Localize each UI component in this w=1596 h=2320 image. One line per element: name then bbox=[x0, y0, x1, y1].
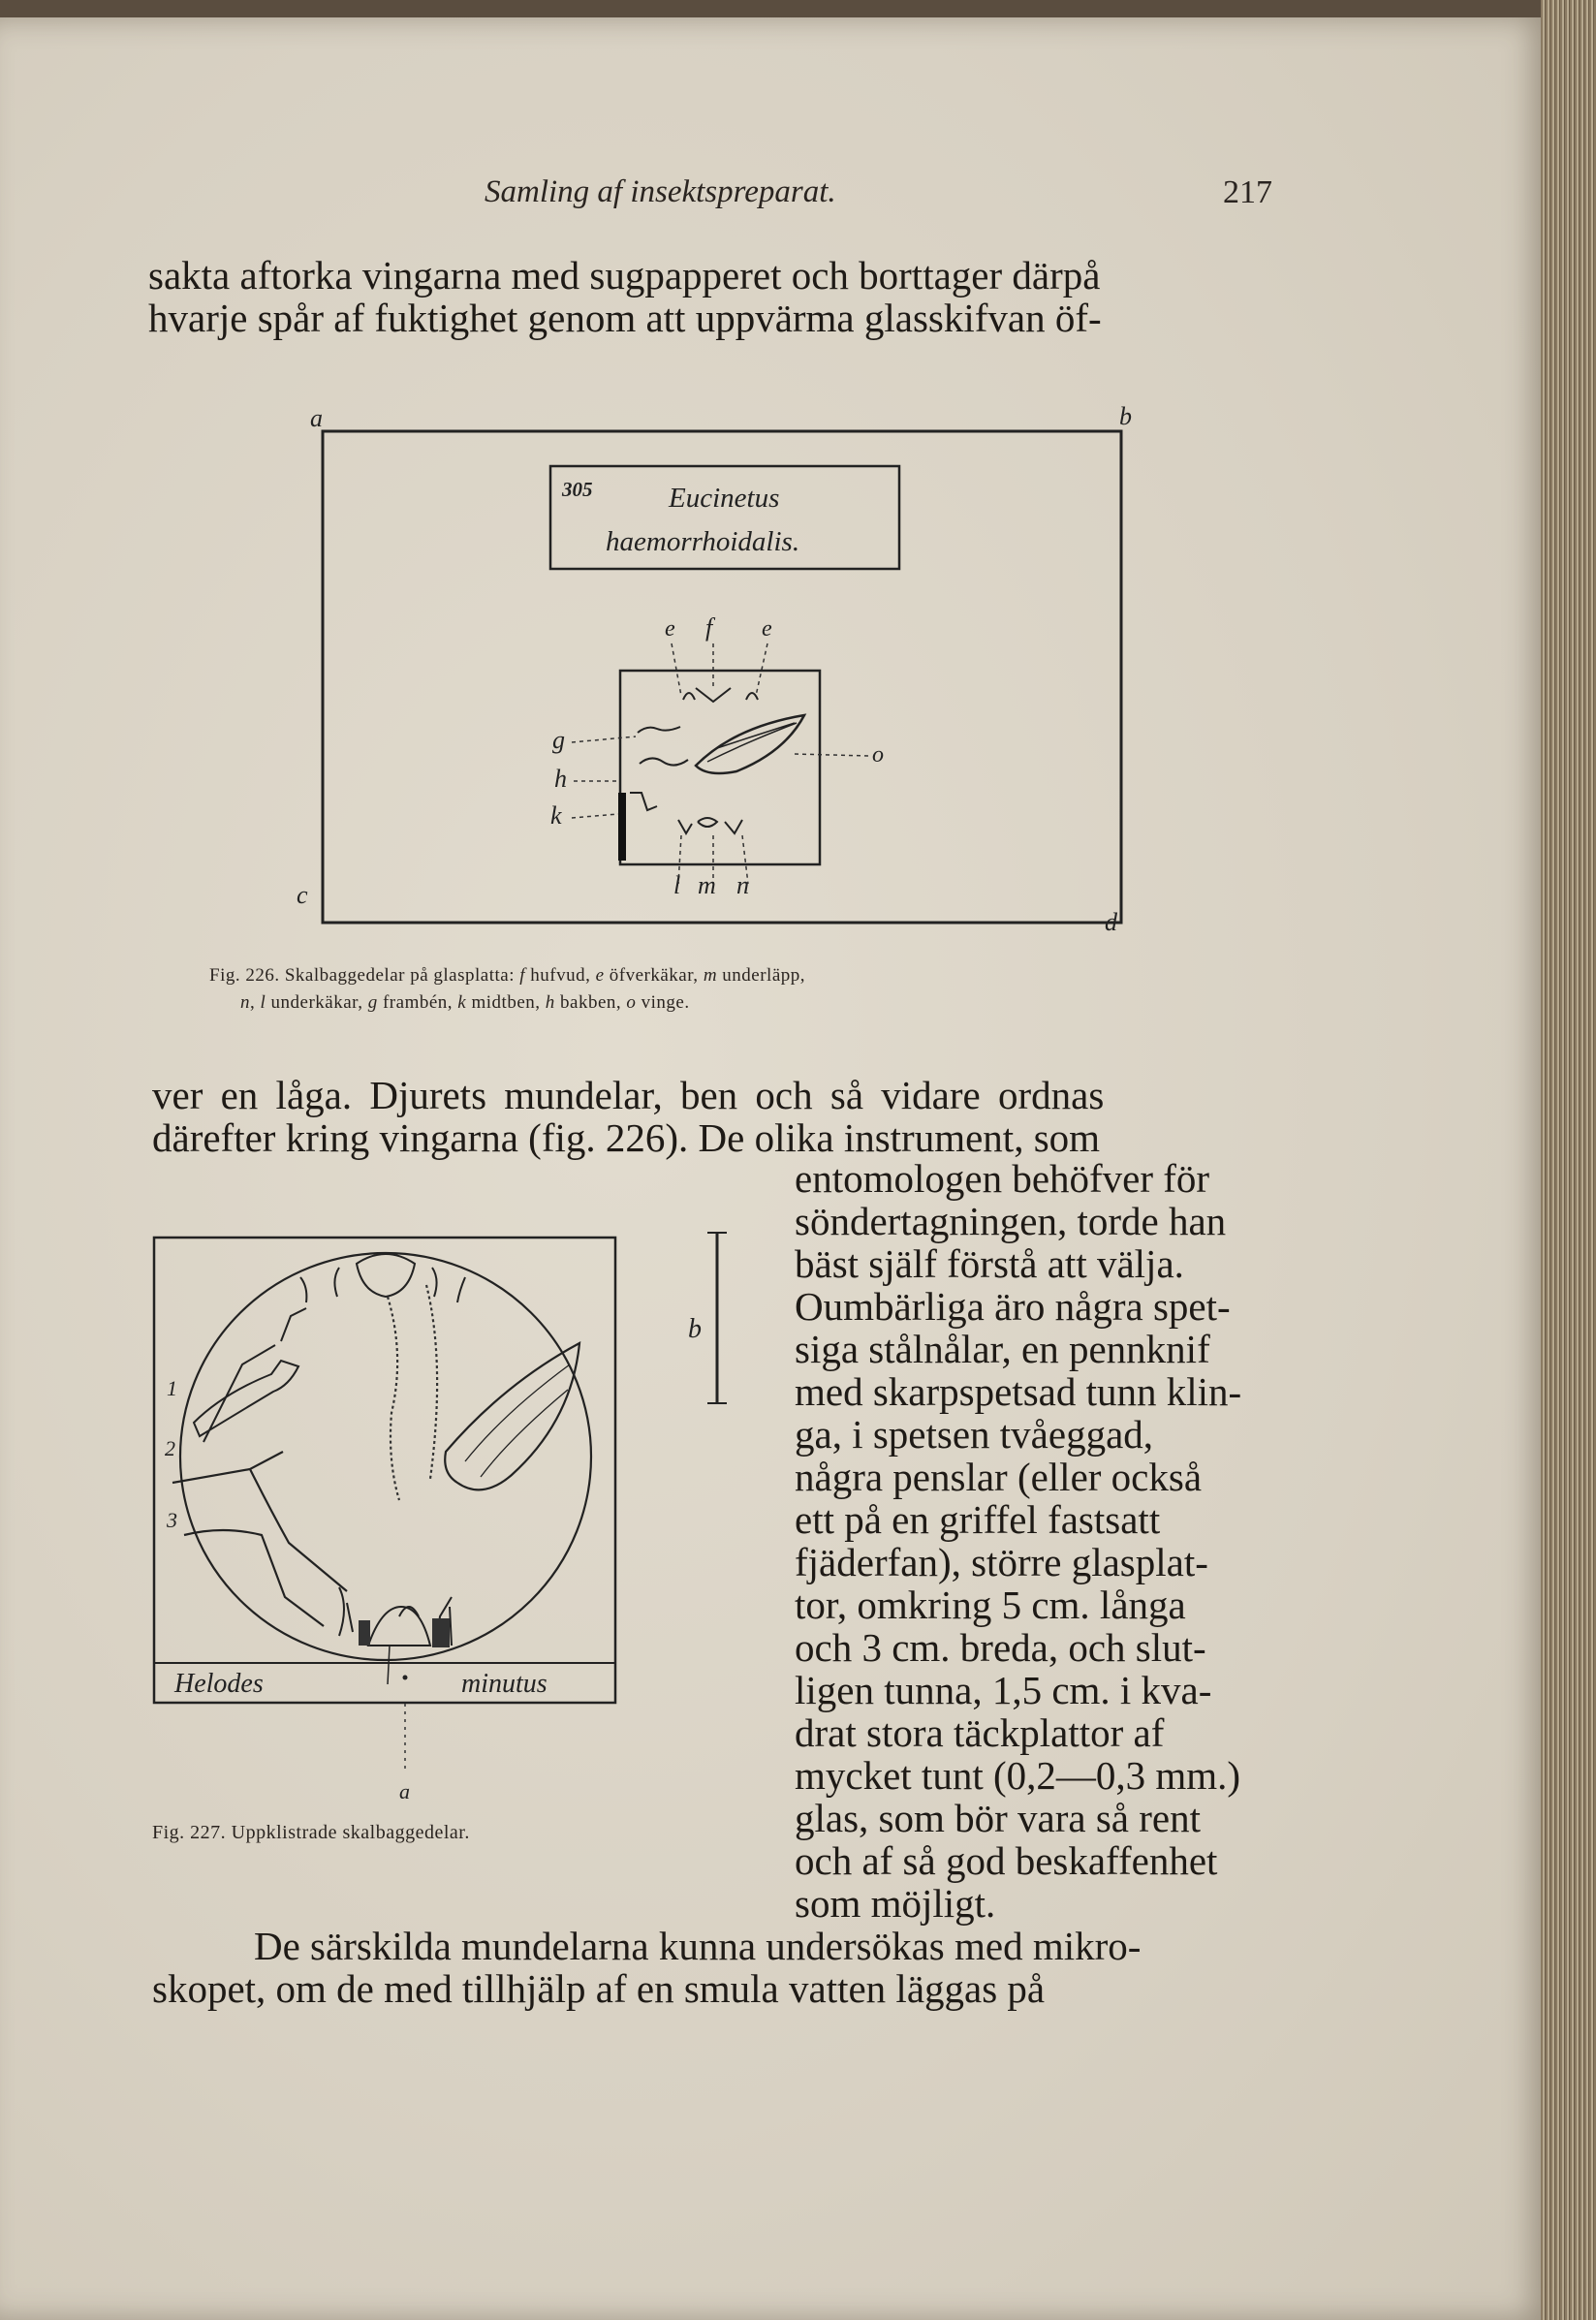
letter-e: e bbox=[762, 616, 772, 642]
number-1: 1 bbox=[167, 1376, 177, 1400]
label-species: haemorrhoidalis. bbox=[606, 526, 800, 557]
label-genus: Helodes bbox=[174, 1669, 264, 1699]
paragraph-line: söndertagningen, torde han bbox=[795, 1199, 1227, 1243]
paragraph-line: De särskilda mundelarna kunna undersökas med mikro- bbox=[254, 1924, 1142, 1968]
corner-a: a bbox=[310, 404, 323, 432]
paragraph-line: och af så god beskaffenhet bbox=[795, 1838, 1218, 1883]
letter-k: k bbox=[550, 801, 562, 830]
paragraph-line: bäst själf förstå att välja. bbox=[795, 1241, 1184, 1286]
letter-l: l bbox=[673, 871, 681, 899]
paragraph-line: fjäderfan), större glasplat- bbox=[795, 1540, 1208, 1584]
label-species: minutus bbox=[461, 1669, 548, 1699]
paragraph-line: med skarpspetsad tunn klin- bbox=[795, 1369, 1242, 1414]
running-title: Samling af insektspreparat. bbox=[485, 174, 836, 209]
label-number: 305 bbox=[562, 478, 593, 501]
label-genus: Eucinetus bbox=[669, 483, 780, 514]
figure-227-caption: Fig. 227. Uppklistrade skalbaggedelar. bbox=[152, 1822, 470, 1843]
paragraph-line: som möjligt. bbox=[795, 1881, 996, 1926]
letter-b: b bbox=[688, 1314, 702, 1344]
paragraph-line: några penslar (eller också bbox=[795, 1455, 1203, 1499]
letter-e: e bbox=[665, 616, 675, 642]
paragraph-line: Oumbärliga äro några spet- bbox=[795, 1284, 1231, 1329]
paragraph-line: därefter kring vingarna (fig. 226). De olika instrument, som bbox=[152, 1115, 1101, 1160]
paragraph-line: ett på en griffel fastsatt bbox=[795, 1497, 1161, 1542]
paragraph-line: ver en låga. Djurets mundelar, ben och så vidare ordnas bbox=[152, 1073, 1105, 1117]
paragraph-line: siga stålnålar, en pennknif bbox=[795, 1327, 1210, 1371]
number-2: 2 bbox=[165, 1436, 175, 1460]
letter-m: m bbox=[698, 871, 716, 899]
paragraph-line: mycket tunt (0,2—0,3 mm.) bbox=[795, 1753, 1241, 1798]
figure-226-glass-plate bbox=[291, 402, 1163, 950]
letter-h: h bbox=[554, 765, 567, 793]
figure-227-mounted-parts bbox=[145, 1229, 746, 1830]
number-3: 3 bbox=[167, 1508, 177, 1532]
card-outline bbox=[154, 1238, 615, 1703]
paragraph-line: tor, omkring 5 cm. långa bbox=[795, 1583, 1186, 1627]
paragraph-line: drat stora täckplattor af bbox=[795, 1710, 1165, 1755]
paragraph-line: och 3 cm. breda, och slut- bbox=[795, 1625, 1206, 1670]
paragraph-line: hvarje spår af fuktighet genom att uppvärma glasskifvan öf- bbox=[148, 296, 1102, 340]
paragraph-line: sakta aftorka vingarna med sugpapperet och borttager därpå bbox=[148, 253, 1101, 298]
page-number: 217 bbox=[1223, 174, 1272, 210]
cover-slip bbox=[620, 671, 820, 864]
figure-226-caption: n, l underkäkar, g frambén, k midtben, h bakben, o vinge. bbox=[240, 992, 690, 1013]
letter-o: o bbox=[872, 742, 884, 768]
paragraph-line: entomologen behöfver för bbox=[795, 1156, 1210, 1201]
corner-b: b bbox=[1119, 402, 1132, 430]
letter-f: f bbox=[705, 613, 713, 642]
letter-a: a bbox=[399, 1779, 410, 1803]
paragraph-line: ligen tunna, 1,5 cm. i kva- bbox=[795, 1668, 1212, 1712]
corner-c: c bbox=[297, 881, 308, 909]
book-top-edge bbox=[0, 0, 1596, 19]
paragraph-line: glas, som bör vara så rent bbox=[795, 1796, 1201, 1840]
paragraph-line: ga, i spetsen tvåeggad, bbox=[795, 1412, 1154, 1457]
figure-226-caption: Fig. 226. Skalbaggedelar på glasplatta: f hufvud, e öfverkäkar, m underläpp, bbox=[209, 965, 806, 986]
corner-d: d bbox=[1105, 908, 1117, 936]
book-page-edges bbox=[1541, 0, 1596, 2320]
letter-g: g bbox=[552, 726, 565, 754]
paragraph-line: skopet, om de med tillhjälp af en smula vatten läggas på bbox=[152, 1966, 1046, 2011]
letter-n: n bbox=[736, 871, 749, 899]
